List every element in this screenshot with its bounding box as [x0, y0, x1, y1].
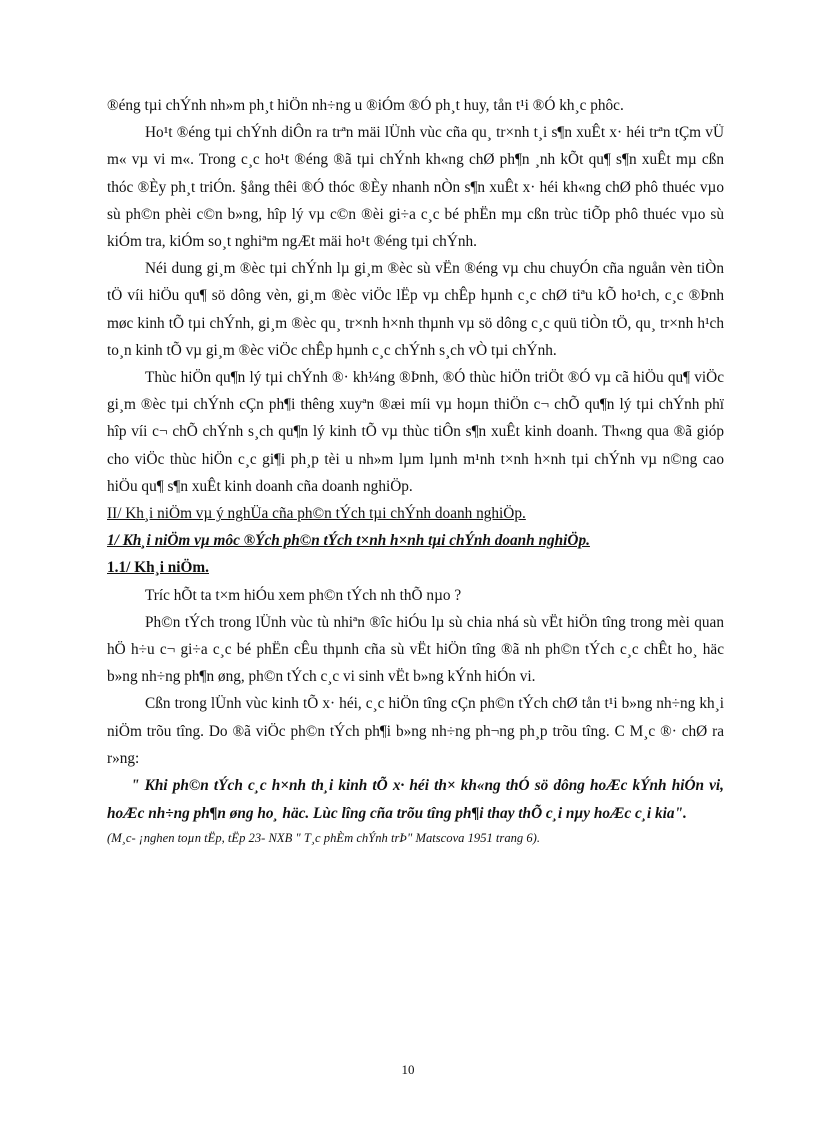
paragraph-7: Cßn trong lÜnh vùc kinh tÕ x· héi, c¸c hiÖn tîng cÇn ph©n tÝch chØ tån t¹i b»ng nh÷ng kh¸i niÖm trõu tîng. Do ®ã viÖc ph©n tÝch ph¶i b»ng nh÷ng ph¬ng ph¸p trõu tîng. C M¸c ®· chØ ra r»ng:: [107, 695, 724, 767]
page-content: [107, 92, 724, 848]
marx-quote: " Khi ph©n tÝch c¸c h×nh th¸i kinh tÕ x· héi th× kh«ng thÓ sö dông hoÆc kÝnh hiÓn vi, hoÆc nh÷ng ph¶n øng ho¸ häc. Lùc lîng cña trõu tîng ph¶i thay thÕ c¸i nµy hoÆc c¸i kia".: [107, 777, 724, 823]
paragraph-3: Néi dung gi¸m ®èc tµi chÝnh lµ gi¸m ®èc sù vËn ®éng vµ chu chuyÓn cña nguån vèn tiÒn tÖ víi hiÖu qu¶ sö dông vèn, gi¸m ®èc viÖc lËp vµ chÊp hµnh c¸c chØ tiªu kÕ ho¹ch, c¸c ®Þnh møc kinh tÕ tµi chÝnh, gi¸m ®èc qu¸ tr×nh h×nh thµnh vµ sö dông c¸c quü tiÒn tÖ, qu¸ tr×nh h¹ch to¸n kinh tÕ vµ gi¸m ®èc viÖc chÊp hµnh c¸c chÝnh s¸ch vÒ tµi chÝnh.: [107, 260, 724, 359]
paragraph-1: ®éng tµi chÝnh nh»m ph¸t hiÖn nh÷ng u ®iÓm ®Ó ph¸t huy, tån t¹i ®Ó kh¸c phôc.: [107, 97, 624, 114]
section-heading: II/ Kh¸i niÖm vµ ý nghÜa cña ph©n tÝch tµi chÝnh doanh nghiÖp.: [107, 505, 526, 523]
item-heading: 1.1/ Kh¸i niÖm.: [107, 559, 209, 577]
paragraph-5: Tríc hÕt ta t×m hiÓu xem ph©n tÝch nh thÕ nµo ?: [145, 586, 462, 604]
quote-citation: (M¸c- ¡nghen toµn tËp, tËp 23- NXB " T¸c phÈm chÝnh trÞ" Matscova 1951 trang 6).: [107, 831, 541, 846]
subsection-heading: 1/ Kh¸i niÖm vµ môc ®Ých ph©n tÝch t×nh h×nh tµi chÝnh doanh nghiÖp.: [107, 532, 590, 550]
paragraph-4: Thùc hiÖn qu¶n lý tµi chÝnh ®· kh¼ng ®Þnh, ®Ó thùc hiÖn triÖt ®Ó vµ cã hiÖu qu¶ viÖc gi¸m ®èc tµi chÝnh cÇn ph¶i thêng xuyªn ®æi míi vµ hoµn thiÖn c¬ chÕ qu¶n lý tµi chÝnh phï hîp víi c¬ chÕ chÝnh s¸ch qu¶n lý kinh tÕ vµ thùc tiÔn s¶n xuÊt kinh doanh. Th«ng qua ®ã gióp cho viÖc thùc hiÖn c¸c gi¶i ph¸p tèi u nh»m lµm lµnh m¹nh t×nh h×nh tµi chÝnh vµ n©ng cao hiÖu qu¶ s¶n xuÊt kinh doanh cña doanh nghiÖp.: [107, 369, 724, 495]
page-number: 10: [401, 1062, 415, 1077]
paragraph-6: Ph©n tÝch trong lÜnh vùc tù nhiªn ®îc hiÓu lµ sù chia nhá sù vËt hiÖn tîng trong mèi quan hÖ h÷u c¬ gi÷a c¸c bé phËn cÊu thµnh cña sù vËt hiÖn tîng ®ã nh ph©n tÝch c¸c chÊt ho¸ häc b»ng nh÷ng ph¶n øng, ph©n tÝch c¸c vi sinh vËt b»ng kÝnh hiÓn vi.: [107, 613, 724, 686]
paragraph-2: Ho¹t ®éng tµi chÝnh diÔn ra trªn mäi lÜnh vùc cña qu¸ tr×nh t¸i s¶n xuÊt x· héi trªn tÇm vÜ m« vµ vi m«. Trong c¸c ho¹t ®éng ®ã tµi chÝnh kh«ng chØ ph¶n ¸nh kÕt qu¶ s¶n xuÊt mµ cßn thóc ®Èy ph¸t triÓn. §ång thêi ®Ó thóc ®Èy nhanh nÒn s¶n xuÊt x· héi kh«ng chØ phô thuéc vµo sù ph©n phèi c©n b»ng, hîp lý vµ c©n ®èi gi÷a c¸c bé phËn mµ cßn trùc tiÕp phô thuéc vµo sù kiÓm tra, kiÓm so¸t nghiªm ngÆt mäi ho¹t ®éng tµi chÝnh.: [107, 124, 724, 251]
